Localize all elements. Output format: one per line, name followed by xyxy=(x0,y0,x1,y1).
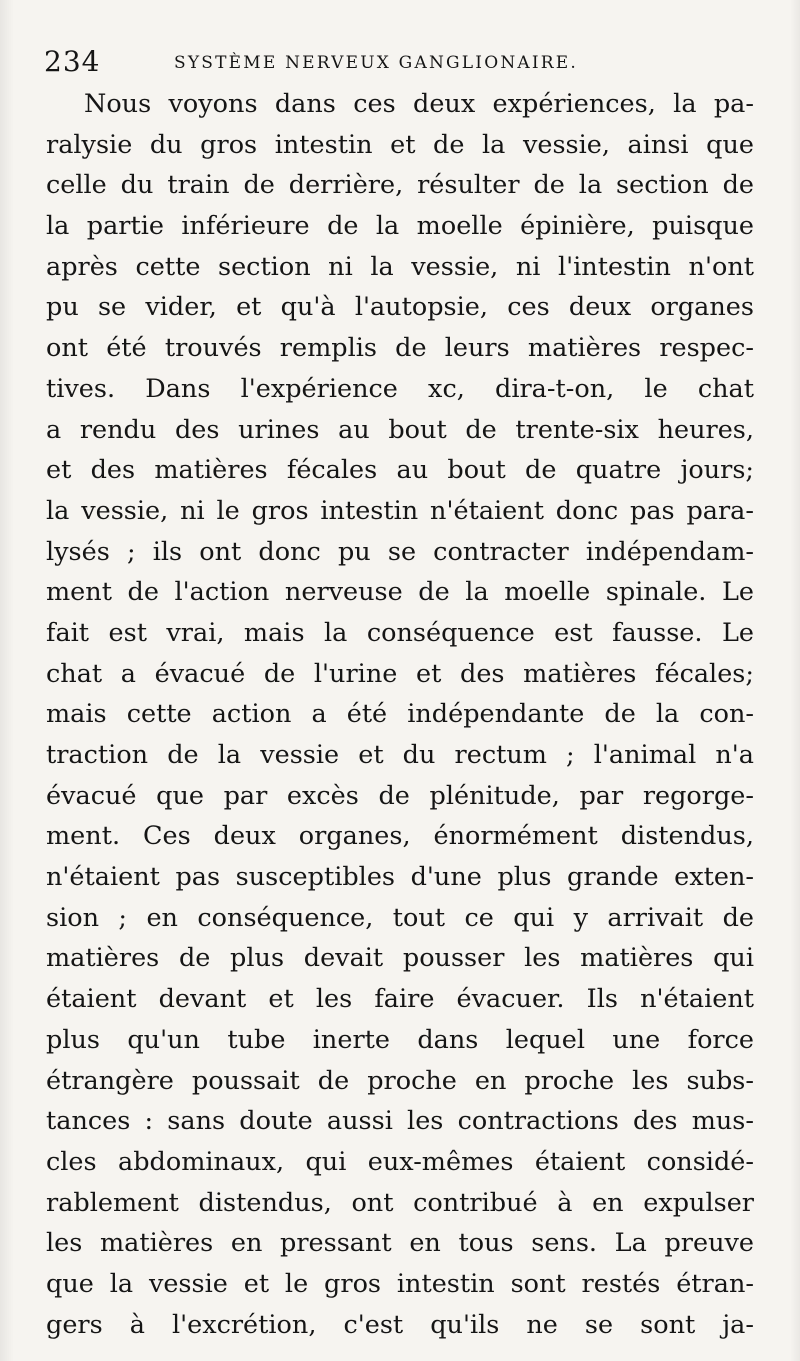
text-line: et des matières fécales au bout de quatre jours; xyxy=(46,455,754,486)
text-line: gers à l'excrétion, c'est qu'ils ne se sont ja- xyxy=(46,1309,754,1340)
text-line: ment. Ces deux organes, énormément distendus, xyxy=(46,821,754,852)
text-line: tances : sans doute aussi les contractions des mus- xyxy=(46,1106,754,1137)
text-line: tives. Dans l'expérience xc, dira-t-on, le chat xyxy=(46,373,754,404)
text-line: évacué que par excès de plénitude, par regorge- xyxy=(46,780,754,811)
text-line: après cette section ni la vessie, ni l'intestin n'ont xyxy=(46,251,754,282)
text-line: rablement distendus, ont contribué à en expulser xyxy=(46,1187,754,1218)
text-line: lysés ; ils ont donc pu se contracter indépendam- xyxy=(46,536,754,567)
text-line: la vessie, ni le gros intestin n'étaient donc pas para- xyxy=(46,495,754,526)
body-paragraph xyxy=(46,84,754,1345)
text-line: que la vessie et le gros intestin sont restés étran- xyxy=(46,1268,754,1299)
text-line: cles abdominaux, qui eux-mêmes étaient considé- xyxy=(46,1146,754,1177)
text-line: plus qu'un tube inerte dans lequel une force xyxy=(46,1024,754,1055)
text-line: les matières en pressant en tous sens. La preuve xyxy=(46,1228,754,1259)
page-number: 234 xyxy=(44,45,101,78)
text-line: chat a évacué de l'urine et des matières fécales; xyxy=(46,658,754,689)
text-line: ont été trouvés remplis de leurs matières respec- xyxy=(46,333,754,364)
text-line: a rendu des urines au bout de trente-six heures, xyxy=(46,414,754,445)
text-line: ment de l'action nerveuse de la moelle spinale. Le xyxy=(46,577,754,608)
running-head-title: SYSTÈME NERVEUX GANGLIONAIRE. xyxy=(174,53,579,73)
text-line: matières de plus devait pousser les matières qui xyxy=(46,943,754,974)
text-line: n'étaient pas susceptibles d'une plus grande exten- xyxy=(46,862,754,893)
text-line: étaient devant et les faire évacuer. Ils n'étaient xyxy=(46,984,754,1015)
text-line: Nous voyons dans ces deux expériences, la pa- xyxy=(84,89,754,119)
text-line: sion ; en conséquence, tout ce qui y arrivait de xyxy=(46,902,754,933)
text-line: mais cette action a été indépendante de la con- xyxy=(46,699,754,730)
text-line: traction de la vessie et du rectum ; l'animal n'a xyxy=(46,740,754,770)
text-line: celle du train de derrière, résulter de la section de xyxy=(46,170,754,201)
running-head xyxy=(44,44,764,80)
text-line: étrangère poussait de proche en proche les subs- xyxy=(46,1065,754,1096)
text-line: ralysie du gros intestin et de la vessie, ainsi que xyxy=(46,129,754,160)
text-line: fait est vrai, mais la conséquence est fausse. Le xyxy=(46,617,754,648)
text-line: la partie inférieure de la moelle épinière, puisque xyxy=(46,211,754,242)
text-line: pu se vider, et qu'à l'autopsie, ces deux organes xyxy=(46,292,754,323)
